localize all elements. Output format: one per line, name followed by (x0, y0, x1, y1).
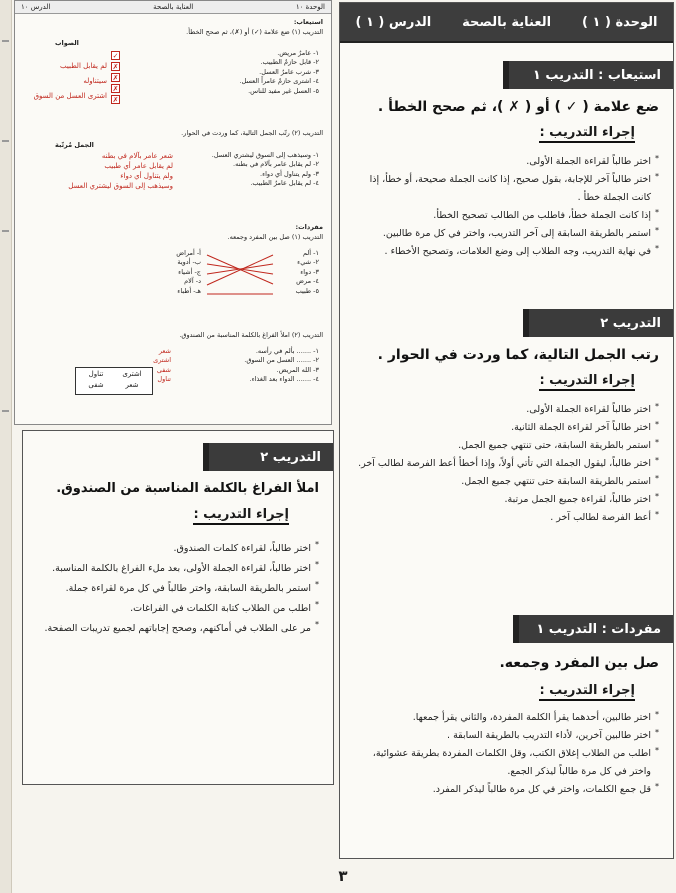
fill-heading: املأ الفراغ بالكلمة المناسبة من الصندوق. (56, 481, 319, 496)
thumb-ex2b-item: ١- ....... بألم في رأسه. (255, 347, 319, 355)
thumb-ex1-item: ٥- العسل غير مفيد للناس. (248, 86, 319, 95)
thumb-ex1-marks (111, 51, 120, 104)
binding-strip (0, 0, 12, 893)
thumb-vocab-item: ١- ألم (302, 249, 319, 257)
s1-step: * استمر بالطريقة السابقة إلى آخر التدريب، واختر في كل مرة طالبين. (354, 225, 659, 243)
page-number: ٣ (338, 867, 348, 885)
s2-step: * اختر طالباً، ليقول الجملة التي تأتي أولاً، وإذا أخطأ أعط الفرصة لطالب آخر. (354, 455, 659, 473)
thumb-ex2-answer: ولم يتناول أي دواء (120, 172, 173, 181)
s2-step: * اختر طالباً آخر لقراءة الجملة الثانية. (354, 419, 659, 437)
thumb-ex2-item: ١- وسيذهب إلى السوق ليشتري العسل. (211, 151, 319, 159)
s2-step: * استمر بالطريقة السابقة حتى تنتهي جميع الجمل. (354, 473, 659, 491)
s3-steps (354, 709, 659, 799)
s3-heading: صل بين المفرد وجمعه. (499, 655, 659, 671)
thumb-vocab-title: مفردات: (295, 223, 323, 231)
thumb-vocab-item: ٢- شيء (297, 258, 319, 267)
student-page-thumbnail (14, 0, 332, 425)
s2-step: * اختر طالباً لقراءة الجملة الأولى. (354, 401, 659, 419)
s3-subheading: إجراء التدريب : (539, 683, 635, 701)
thumb-ex2-col: الجمل مُرتّبة (55, 141, 94, 149)
thumb-ex2b-answer: شفى (156, 365, 171, 374)
section-bar-fill-blanks: التدريب ٢ (203, 443, 333, 471)
word-box-item: اشترى (122, 370, 142, 378)
thumb-ex2-item: ٣- ولم يتناول أي دواء. (260, 169, 319, 178)
thumb-ex2b-instruction: التدريب (٢) املأ الفراغ بالكلمة المناسبة من الصندوق. (179, 331, 323, 339)
unit-banner (340, 3, 673, 43)
exercise-2-fill-box (22, 430, 334, 785)
thumb-ex2b-item: ٤- ....... الدواء بعد الغذاء. (249, 375, 319, 384)
thumb-ex2-instruction: التدريب (٢) رتّب الجمل التالية، كما وردت في الحوار. (181, 129, 323, 137)
thumb-ex2b-answer: اشترى (153, 356, 171, 365)
matching-lines-icon (205, 251, 275, 301)
s2-subheading: إجراء التدريب : (539, 373, 635, 391)
thumb-ex1-list (169, 49, 319, 96)
thumb-ex2b-list (179, 347, 319, 385)
fill-step: * استمر بالطريقة السابقة، واختر طالباً في كل مرة لقراءة جملة. (34, 579, 319, 599)
thumbnail-header (15, 1, 331, 14)
s2-step: * استمر بالطريقة السابقة، حتى تنتهي جميع الجمل. (354, 437, 659, 455)
thumb-vocab-plurals (141, 249, 201, 296)
thumb-correction: اشترى العسل من السوق (33, 92, 107, 101)
cross-icon: ✗ (112, 96, 119, 104)
thumb-ex2-item: ٤- لم يقابل عامرٌ الطبيب. (250, 179, 319, 188)
s3-step: * اطلب من الطلاب إغلاق الكتب، وقل الكلمات المفردة بطريقة عشوائية، واختر في كل مرة طالباً ليذكر الجمع. (354, 745, 659, 781)
thumb-vocab-plural: ب- أدوية (177, 258, 201, 267)
thumb-correction: سيتناوله (83, 77, 107, 86)
thumb-vocab-plural: أ- أمراض (176, 249, 201, 257)
thumb-ex1-item: ٢- قابل حازمٌ الطبيب. (260, 58, 319, 67)
unit-label: الوحدة ( ١ ) (582, 14, 658, 30)
cross-icon: ✗ (112, 85, 119, 93)
cross-icon: ✗ (112, 63, 119, 71)
thumb-warmup-title: استيعاب: (293, 18, 323, 26)
fill-step: * اختر طالباً، لقراءة الجملة الأولى، بعد ملء الفراغ بالكلمة المناسبة. (34, 559, 319, 579)
binding-mark (2, 140, 9, 142)
fill-step: * مر على الطلاب في أماكنهم، وصحح إجاباتهم لجميع تدريبات الصفحة. (34, 619, 319, 639)
thumb-vocab-plural: د- آلام (184, 277, 201, 286)
thumb-ex2-answer: وسيذهب إلى السوق ليشتري العسل (68, 182, 173, 191)
s2-step: * اختر طالباً، لقراءة جميع الجمل مرتبة. (354, 491, 659, 509)
s1-steps (354, 153, 659, 261)
thumb-ex1-corrections (23, 61, 107, 101)
thumb-ex2-answer: شعر عامر بآلام في بطنه (101, 152, 173, 160)
section-bar-exercise-2: التدريب ٢ (523, 309, 673, 337)
lesson-label: الدرس ( ١ ) (355, 14, 432, 30)
binding-mark (2, 230, 9, 232)
s2-step: * أعط الفرصة لطالب آخر . (354, 509, 659, 527)
check-icon: ✓ (112, 52, 119, 60)
s1-step: * اختر طالباً لقراءة الجملة الأولى. (354, 153, 659, 171)
word-box (75, 367, 153, 395)
teacher-guide-column (339, 2, 674, 859)
thumb-lesson: الدرس ١٠ (21, 3, 51, 11)
s2-steps (354, 401, 659, 527)
thumb-vocab-plural: ج- أشياء (178, 267, 201, 276)
thumb-ex2-item: ٢- لم يقابل عامر بآلام في بطنه. (233, 160, 319, 169)
thumb-unit: الوحدة ١٠ (295, 3, 325, 11)
thumb-vocab-instruction: التدريب (١) صل بين المفرد وجمعه. (227, 233, 323, 241)
thumb-ex1-item: ١- عامرٌ مريض. (277, 49, 319, 57)
binding-mark (2, 40, 9, 42)
s2-heading: رتب الجمل التالية، كما وردت في الحوار . (377, 347, 659, 363)
thumb-ex1-item: ٤- اشترى حازمٌ عامراً العسل. (239, 77, 319, 86)
thumb-ex2-answers (23, 151, 173, 192)
thumb-ex2b-item: ٢- ....... العسل من السوق. (244, 356, 319, 365)
word-box-item: شفى (88, 381, 104, 389)
s1-heading: ضع علامة ( ✓ ) أو ( ✗ )، ثم صحح الخطأ . (377, 99, 659, 115)
s1-step: * إذا كانت الجملة خطأ، فاطلب من الطالب تصحيح الخطأ. (354, 207, 659, 225)
binding-mark (2, 410, 9, 412)
thumb-vocab-item: ٥- طبيب (295, 286, 319, 295)
fill-step: * اطلب من الطلاب كتابة الكلمات في الفراغات. (34, 599, 319, 619)
fill-step: * اختر طالباً، لقراءة كلمات الصندوق. (34, 539, 319, 559)
thumb-correction-col: الصواب (55, 39, 79, 47)
thumb-ex2b-item: ٣- الله المريض. (276, 365, 319, 374)
thumb-vocab-item: ٣- دواء (300, 267, 319, 276)
thumb-vocab-item: ٤- مرض (296, 277, 319, 286)
s1-step: * في نهاية التدريب، وجه الطلاب إلى وضع العلامات، وتصحيح الأخطاء . (354, 243, 659, 261)
thumb-ex1-instruction: التدريب (١) ضع علامة (✓) أو (✗)، ثم صحح الخطأ. (186, 28, 323, 36)
section-bar-vocabulary: مفردات : التدريب ١ (513, 615, 673, 643)
s1-subheading: إجراء التدريب : (539, 125, 635, 143)
s3-step: * قل جمع الكلمات، واختر في كل مرة طالباً ليذكر المفرد. (354, 781, 659, 799)
thumb-ex2-list (169, 151, 319, 189)
thumb-vocab-plural: هـ- أطباء (177, 286, 201, 295)
thumb-ex2b-answer: تناول (157, 375, 171, 384)
thumb-ex2-answer: لم يقابل عامر أي طبيب (104, 162, 173, 171)
thumb-topic: العناية بالصحة (153, 3, 194, 11)
s3-step: * اختر طالبين، أحدهما يقرأ الكلمة المفردة، والثاني يقرأ جمعها. (354, 709, 659, 727)
fill-steps (34, 539, 319, 639)
thumb-ex1-item: ٣- شرب عامرٌ العسل. (259, 67, 319, 76)
cross-icon: ✗ (112, 74, 119, 82)
word-box-item: شعر (125, 381, 139, 389)
fill-subheading: إجراء التدريب : (193, 507, 289, 525)
word-box-item: تناول (88, 370, 104, 378)
s3-step: * اختر طالبين آخرين، لأداء التدريب بالطريقة السابقة . (354, 727, 659, 745)
topic-label: العناية بالصحة (462, 14, 552, 30)
thumb-ex2b-answer: شعر (158, 347, 171, 355)
s1-step: * اختر طالباً آخر للإجابة، بقول صحيح، إذا كانت الجملة صحيحة، أو خطأ، إذا كانت الجملة خطأ . (354, 171, 659, 207)
section-bar-comprehension: استيعاب : التدريب ١ (503, 61, 673, 89)
thumb-correction: لم يقابل الطبيب (59, 62, 107, 70)
